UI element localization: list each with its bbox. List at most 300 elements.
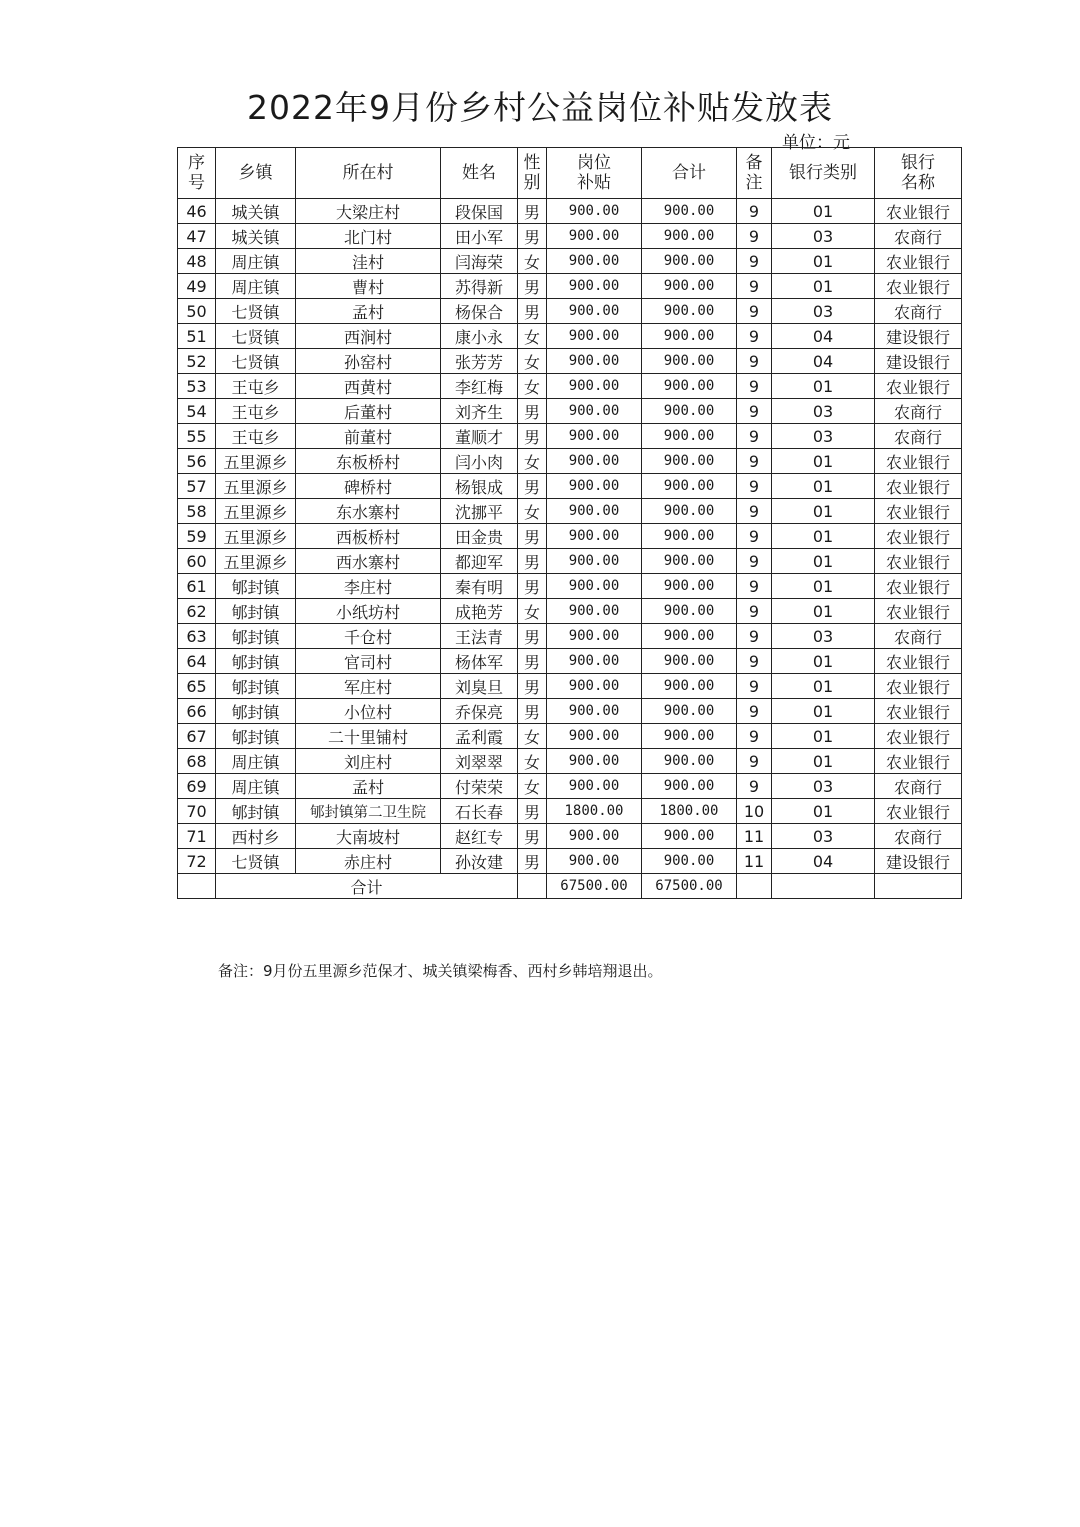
cell-gender: 男	[518, 299, 547, 324]
cell-gender: 男	[518, 474, 547, 499]
cell-total: 900.00	[642, 349, 737, 374]
cell-town: 郇封镇	[216, 624, 296, 649]
cell-bank-type: 01	[772, 374, 875, 399]
cell-village: 孙窑村	[296, 349, 441, 374]
cell-town: 城关镇	[216, 199, 296, 224]
cell-subsidy: 900.00	[547, 274, 642, 299]
cell-town: 七贤镇	[216, 324, 296, 349]
cell-remark: 9	[737, 699, 772, 724]
cell-seq: 49	[178, 274, 216, 299]
cell-seq: 57	[178, 474, 216, 499]
cell-village: 大梁庄村	[296, 199, 441, 224]
cell-village: 小位村	[296, 699, 441, 724]
cell-bank-name: 农商行	[875, 399, 962, 424]
cell-town: 郇封镇	[216, 674, 296, 699]
cell-subsidy: 900.00	[547, 674, 642, 699]
cell-name: 闫海荣	[441, 249, 518, 274]
table-row	[178, 449, 962, 474]
cell-village: 孟村	[296, 299, 441, 324]
table-row	[178, 424, 962, 449]
cell-bank-type: 01	[772, 274, 875, 299]
cell-bank-name: 农商行	[875, 624, 962, 649]
cell-bank-name: 农业银行	[875, 274, 962, 299]
cell-total: 900.00	[642, 749, 737, 774]
cell-name: 李红梅	[441, 374, 518, 399]
cell-bank-name: 农业银行	[875, 574, 962, 599]
cell-name: 杨体军	[441, 649, 518, 674]
cell-town: 王屯乡	[216, 399, 296, 424]
cell-name: 刘臭旦	[441, 674, 518, 699]
cell-remark: 9	[737, 624, 772, 649]
cell-seq: 46	[178, 199, 216, 224]
summary-subsidy: 67500.00	[547, 874, 642, 899]
cell-seq: 72	[178, 849, 216, 874]
cell-town: 王屯乡	[216, 424, 296, 449]
cell-bank-type: 03	[772, 624, 875, 649]
cell-gender: 女	[518, 324, 547, 349]
cell-town: 周庄镇	[216, 749, 296, 774]
cell-bank-type: 01	[772, 549, 875, 574]
cell-total: 900.00	[642, 824, 737, 849]
table-row	[178, 749, 962, 774]
cell-subsidy: 900.00	[547, 449, 642, 474]
cell-village: 赤庄村	[296, 849, 441, 874]
summary-gender-cell	[518, 874, 547, 899]
cell-town: 城关镇	[216, 224, 296, 249]
cell-name: 张芳芳	[441, 349, 518, 374]
cell-total: 900.00	[642, 224, 737, 249]
cell-remark: 9	[737, 299, 772, 324]
cell-village: 西黄村	[296, 374, 441, 399]
cell-town: 周庄镇	[216, 774, 296, 799]
cell-remark: 9	[737, 324, 772, 349]
table-row	[178, 249, 962, 274]
cell-gender: 女	[518, 374, 547, 399]
cell-gender: 女	[518, 449, 547, 474]
cell-subsidy: 900.00	[547, 699, 642, 724]
cell-bank-type: 03	[772, 224, 875, 249]
cell-bank-type: 04	[772, 849, 875, 874]
table-row	[178, 324, 962, 349]
cell-total: 900.00	[642, 499, 737, 524]
cell-village: 西板桥村	[296, 524, 441, 549]
cell-subsidy: 900.00	[547, 724, 642, 749]
summary-total: 67500.00	[642, 874, 737, 899]
table-row	[178, 224, 962, 249]
cell-bank-name: 农业银行	[875, 374, 962, 399]
header-total: 合计	[642, 148, 737, 199]
cell-gender: 男	[518, 274, 547, 299]
cell-gender: 男	[518, 649, 547, 674]
cell-gender: 女	[518, 749, 547, 774]
table-row	[178, 274, 962, 299]
cell-bank-type: 01	[772, 699, 875, 724]
cell-remark: 9	[737, 424, 772, 449]
header-town: 乡镇	[216, 148, 296, 199]
cell-bank-name: 建设银行	[875, 324, 962, 349]
cell-subsidy: 900.00	[547, 749, 642, 774]
cell-total: 900.00	[642, 374, 737, 399]
cell-bank-name: 农业银行	[875, 649, 962, 674]
summary-bank-type-cell	[772, 874, 875, 899]
cell-seq: 56	[178, 449, 216, 474]
cell-bank-type: 03	[772, 774, 875, 799]
cell-name: 刘翠翠	[441, 749, 518, 774]
table-row	[178, 574, 962, 599]
cell-name: 杨保合	[441, 299, 518, 324]
summary-label: 合计	[216, 874, 518, 899]
cell-bank-type: 01	[772, 649, 875, 674]
header-gender: 性 别	[518, 148, 547, 199]
cell-subsidy: 900.00	[547, 224, 642, 249]
table-row	[178, 299, 962, 324]
cell-bank-name: 农业银行	[875, 549, 962, 574]
cell-seq: 59	[178, 524, 216, 549]
cell-total: 900.00	[642, 549, 737, 574]
cell-town: 郇封镇	[216, 599, 296, 624]
cell-seq: 47	[178, 224, 216, 249]
cell-name: 孙汝建	[441, 849, 518, 874]
cell-bank-type: 04	[772, 324, 875, 349]
cell-seq: 60	[178, 549, 216, 574]
cell-name: 田小军	[441, 224, 518, 249]
cell-remark: 9	[737, 349, 772, 374]
cell-name: 成艳芳	[441, 599, 518, 624]
cell-subsidy: 900.00	[547, 849, 642, 874]
cell-remark: 9	[737, 574, 772, 599]
cell-gender: 男	[518, 799, 547, 824]
cell-seq: 55	[178, 424, 216, 449]
cell-total: 900.00	[642, 674, 737, 699]
cell-total: 1800.00	[642, 799, 737, 824]
header-remark: 备 注	[737, 148, 772, 199]
cell-total: 900.00	[642, 649, 737, 674]
table-row	[178, 499, 962, 524]
cell-town: 西村乡	[216, 824, 296, 849]
cell-subsidy: 900.00	[547, 349, 642, 374]
table-footer	[178, 874, 962, 899]
cell-bank-name: 建设银行	[875, 349, 962, 374]
footnote: 备注：9月份五里源乡范保才、城关镇梁梅香、西村乡韩培翔退出。	[218, 962, 663, 980]
cell-remark: 11	[737, 824, 772, 849]
cell-village: 二十里铺村	[296, 724, 441, 749]
cell-bank-name: 农业银行	[875, 699, 962, 724]
cell-bank-name: 农业银行	[875, 674, 962, 699]
cell-name: 康小永	[441, 324, 518, 349]
cell-gender: 女	[518, 599, 547, 624]
cell-gender: 男	[518, 524, 547, 549]
table-row	[178, 674, 962, 699]
cell-bank-name: 农业银行	[875, 524, 962, 549]
cell-total: 900.00	[642, 449, 737, 474]
cell-subsidy: 900.00	[547, 574, 642, 599]
cell-village: 千仓村	[296, 624, 441, 649]
header-row	[178, 148, 962, 199]
table-row	[178, 599, 962, 624]
cell-seq: 66	[178, 699, 216, 724]
cell-village: 小纸坊村	[296, 599, 441, 624]
cell-gender: 女	[518, 774, 547, 799]
cell-name: 秦有明	[441, 574, 518, 599]
cell-remark: 9	[737, 774, 772, 799]
cell-name: 付荣荣	[441, 774, 518, 799]
table-row	[178, 774, 962, 799]
summary-row	[178, 874, 962, 899]
cell-bank-type: 03	[772, 299, 875, 324]
cell-name: 董顺才	[441, 424, 518, 449]
table-row	[178, 649, 962, 674]
cell-bank-type: 01	[772, 574, 875, 599]
cell-gender: 女	[518, 249, 547, 274]
cell-bank-name: 农业银行	[875, 199, 962, 224]
cell-remark: 9	[737, 749, 772, 774]
cell-seq: 70	[178, 799, 216, 824]
cell-seq: 63	[178, 624, 216, 649]
cell-bank-type: 01	[772, 799, 875, 824]
cell-bank-name: 农业银行	[875, 249, 962, 274]
cell-town: 五里源乡	[216, 449, 296, 474]
cell-bank-name: 农商行	[875, 224, 962, 249]
cell-seq: 50	[178, 299, 216, 324]
cell-seq: 52	[178, 349, 216, 374]
cell-town: 七贤镇	[216, 849, 296, 874]
cell-village: 东板桥村	[296, 449, 441, 474]
cell-gender: 女	[518, 499, 547, 524]
cell-remark: 9	[737, 524, 772, 549]
cell-total: 900.00	[642, 199, 737, 224]
cell-bank-name: 农商行	[875, 299, 962, 324]
cell-remark: 9	[737, 274, 772, 299]
cell-town: 周庄镇	[216, 249, 296, 274]
cell-gender: 男	[518, 224, 547, 249]
cell-bank-name: 农商行	[875, 424, 962, 449]
cell-seq: 53	[178, 374, 216, 399]
cell-bank-type: 01	[772, 449, 875, 474]
cell-village: 西涧村	[296, 324, 441, 349]
cell-name: 杨银成	[441, 474, 518, 499]
cell-town: 五里源乡	[216, 499, 296, 524]
cell-name: 赵红专	[441, 824, 518, 849]
cell-name: 乔保亮	[441, 699, 518, 724]
cell-bank-name: 农业银行	[875, 499, 962, 524]
cell-name: 田金贵	[441, 524, 518, 549]
cell-bank-name: 农商行	[875, 824, 962, 849]
cell-bank-type: 01	[772, 474, 875, 499]
cell-bank-type: 01	[772, 599, 875, 624]
cell-village: 曹村	[296, 274, 441, 299]
cell-subsidy: 900.00	[547, 549, 642, 574]
table-body	[178, 199, 962, 874]
document-title: 2022年9月份乡村公益岗位补贴发放表	[247, 88, 833, 127]
cell-bank-name: 建设银行	[875, 849, 962, 874]
cell-total: 900.00	[642, 524, 737, 549]
cell-seq: 51	[178, 324, 216, 349]
cell-remark: 9	[737, 674, 772, 699]
cell-remark: 11	[737, 849, 772, 874]
cell-bank-type: 04	[772, 349, 875, 374]
summary-bank-name-cell	[875, 874, 962, 899]
cell-name: 都迎军	[441, 549, 518, 574]
cell-subsidy: 900.00	[547, 774, 642, 799]
cell-bank-type: 01	[772, 499, 875, 524]
cell-town: 郇封镇	[216, 574, 296, 599]
table-row	[178, 624, 962, 649]
cell-village: 东水寨村	[296, 499, 441, 524]
cell-name: 沈挪平	[441, 499, 518, 524]
cell-subsidy: 900.00	[547, 399, 642, 424]
cell-total: 900.00	[642, 849, 737, 874]
cell-remark: 9	[737, 224, 772, 249]
cell-gender: 男	[518, 399, 547, 424]
cell-village: 官司村	[296, 649, 441, 674]
cell-town: 七贤镇	[216, 299, 296, 324]
cell-town: 王屯乡	[216, 374, 296, 399]
cell-town: 五里源乡	[216, 474, 296, 499]
cell-village: 李庄村	[296, 574, 441, 599]
table-row	[178, 849, 962, 874]
cell-remark: 9	[737, 499, 772, 524]
cell-bank-name: 农业银行	[875, 749, 962, 774]
cell-village: 北门村	[296, 224, 441, 249]
cell-village: 军庄村	[296, 674, 441, 699]
cell-subsidy: 1800.00	[547, 799, 642, 824]
cell-bank-type: 01	[772, 199, 875, 224]
cell-bank-type: 01	[772, 674, 875, 699]
cell-seq: 69	[178, 774, 216, 799]
cell-gender: 男	[518, 199, 547, 224]
cell-name: 石长春	[441, 799, 518, 824]
cell-seq: 48	[178, 249, 216, 274]
cell-seq: 62	[178, 599, 216, 624]
cell-town: 郇封镇	[216, 724, 296, 749]
cell-seq: 61	[178, 574, 216, 599]
cell-village: 西水寨村	[296, 549, 441, 574]
header-village: 所在村	[296, 148, 441, 199]
cell-gender: 男	[518, 824, 547, 849]
cell-seq: 67	[178, 724, 216, 749]
cell-name: 王法青	[441, 624, 518, 649]
cell-bank-name: 农业银行	[875, 724, 962, 749]
cell-total: 900.00	[642, 424, 737, 449]
table-row	[178, 724, 962, 749]
cell-subsidy: 900.00	[547, 374, 642, 399]
cell-town: 郇封镇	[216, 699, 296, 724]
cell-subsidy: 900.00	[547, 199, 642, 224]
cell-seq: 54	[178, 399, 216, 424]
cell-gender: 男	[518, 699, 547, 724]
cell-town: 五里源乡	[216, 524, 296, 549]
summary-seq-cell	[178, 874, 216, 899]
cell-total: 900.00	[642, 774, 737, 799]
cell-subsidy: 900.00	[547, 249, 642, 274]
cell-subsidy: 900.00	[547, 599, 642, 624]
cell-gender: 男	[518, 624, 547, 649]
cell-village: 大南坡村	[296, 824, 441, 849]
table-row	[178, 824, 962, 849]
cell-gender: 男	[518, 574, 547, 599]
cell-total: 900.00	[642, 599, 737, 624]
table-row	[178, 699, 962, 724]
cell-village: 孟村	[296, 774, 441, 799]
cell-seq: 71	[178, 824, 216, 849]
cell-village: 前董村	[296, 424, 441, 449]
cell-seq: 68	[178, 749, 216, 774]
cell-subsidy: 900.00	[547, 624, 642, 649]
cell-name: 孟利霞	[441, 724, 518, 749]
cell-gender: 男	[518, 424, 547, 449]
cell-total: 900.00	[642, 574, 737, 599]
cell-gender: 男	[518, 674, 547, 699]
cell-gender: 女	[518, 349, 547, 374]
cell-remark: 9	[737, 399, 772, 424]
cell-total: 900.00	[642, 399, 737, 424]
table-row	[178, 799, 962, 824]
cell-total: 900.00	[642, 299, 737, 324]
cell-bank-name: 农商行	[875, 774, 962, 799]
cell-name: 苏得新	[441, 274, 518, 299]
cell-bank-type: 01	[772, 524, 875, 549]
cell-bank-type: 03	[772, 824, 875, 849]
header-name: 姓名	[441, 148, 518, 199]
cell-bank-name: 农业银行	[875, 449, 962, 474]
cell-town: 郇封镇	[216, 799, 296, 824]
cell-subsidy: 900.00	[547, 824, 642, 849]
header-subsidy: 岗位 补贴	[547, 148, 642, 199]
cell-remark: 9	[737, 474, 772, 499]
cell-name: 段保国	[441, 199, 518, 224]
cell-village: 刘庄村	[296, 749, 441, 774]
cell-bank-type: 01	[772, 249, 875, 274]
cell-remark: 10	[737, 799, 772, 824]
cell-seq: 65	[178, 674, 216, 699]
table-row	[178, 474, 962, 499]
cell-village: 洼村	[296, 249, 441, 274]
cell-village: 碑桥村	[296, 474, 441, 499]
header-seq: 序 号	[178, 148, 216, 199]
cell-bank-type: 01	[772, 724, 875, 749]
header-bank-name: 银行 名称	[875, 148, 962, 199]
cell-village: 郇封镇第二卫生院	[296, 799, 441, 824]
cell-town: 七贤镇	[216, 349, 296, 374]
cell-remark: 9	[737, 374, 772, 399]
cell-name: 刘齐生	[441, 399, 518, 424]
cell-gender: 男	[518, 849, 547, 874]
table-row	[178, 374, 962, 399]
cell-total: 900.00	[642, 274, 737, 299]
cell-remark: 9	[737, 724, 772, 749]
cell-remark: 9	[737, 599, 772, 624]
cell-village: 后董村	[296, 399, 441, 424]
cell-subsidy: 900.00	[547, 424, 642, 449]
cell-bank-type: 03	[772, 424, 875, 449]
table-row	[178, 549, 962, 574]
table-row	[178, 524, 962, 549]
cell-subsidy: 900.00	[547, 649, 642, 674]
cell-remark: 9	[737, 199, 772, 224]
cell-town: 五里源乡	[216, 549, 296, 574]
summary-remark-cell	[737, 874, 772, 899]
table-header	[178, 148, 962, 199]
cell-seq: 64	[178, 649, 216, 674]
cell-subsidy: 900.00	[547, 299, 642, 324]
cell-gender: 女	[518, 724, 547, 749]
cell-subsidy: 900.00	[547, 324, 642, 349]
cell-bank-name: 农业银行	[875, 474, 962, 499]
cell-town: 郇封镇	[216, 649, 296, 674]
table-row	[178, 199, 962, 224]
cell-town: 周庄镇	[216, 274, 296, 299]
cell-bank-name: 农业银行	[875, 599, 962, 624]
